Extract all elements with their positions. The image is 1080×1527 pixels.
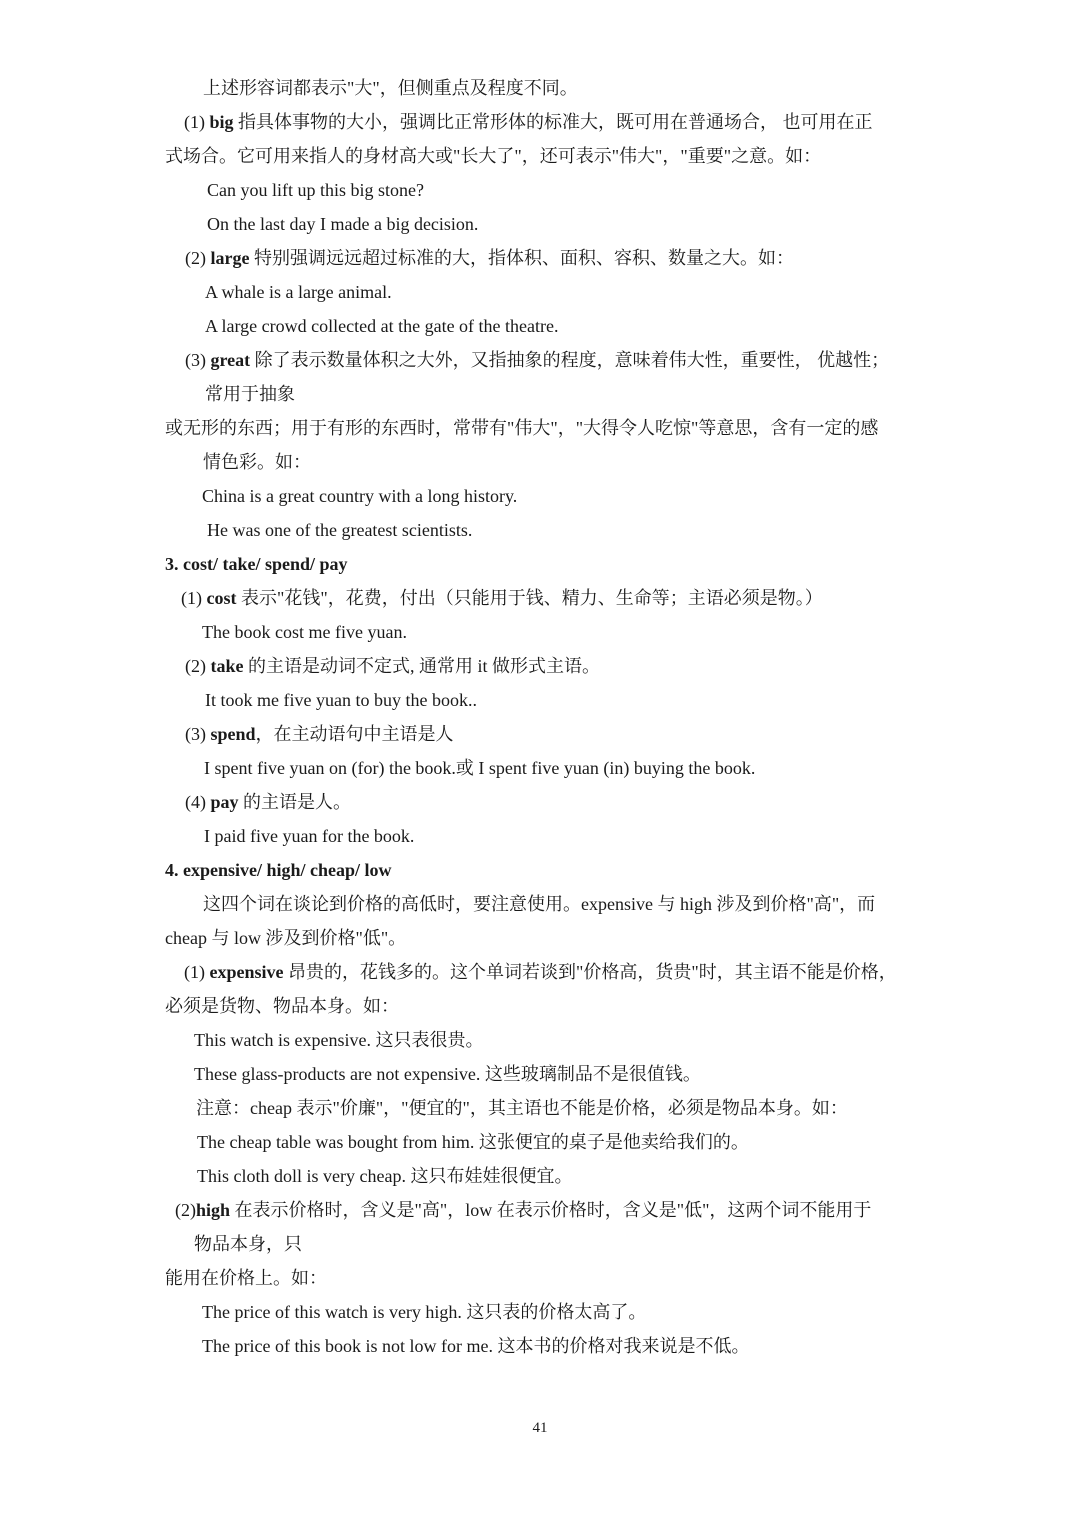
keyword-great: great: [210, 350, 251, 370]
example-sentence: A whale is a large animal.: [205, 282, 392, 302]
item-pay: (4) pay 的主语是人。: [185, 792, 352, 812]
example-sentence: Can you lift up this big stone?: [207, 180, 424, 200]
text-line: 这四个词在谈论到价格的高低时，要注意使用。expensive 与 high 涉及到价格"高"，而: [203, 894, 876, 914]
text-line: cheap 与 low 涉及到价格"低"。: [165, 928, 407, 948]
text-line: 情色彩。如：: [203, 452, 311, 472]
item-take: (2) take 的主语是动词不定式, 通常用 it 做形式主语。: [185, 656, 601, 676]
item-large: (2) large 特别强调远远超过标准的大，指体积、面积、容积、数量之大。如：: [185, 248, 794, 268]
section-heading-3: 3. cost/ take/ spend/ pay: [165, 554, 348, 574]
item-cost: (1) cost 表示"花钱"，花费，付出（只能用于钱、精力、生命等；主语必须是物。）: [181, 588, 823, 608]
text-line: 上述形容词都表示"大"，但侧重点及程度不同。: [203, 78, 578, 98]
note-line: 注意：cheap 表示"价廉"，"便宜的"，其主语也不能是价格，必须是物品本身。如：: [196, 1098, 848, 1118]
example-sentence: This watch is expensive. 这只表很贵。: [194, 1030, 484, 1050]
keyword-cost: cost: [206, 588, 237, 608]
section-heading-4: 4. expensive/ high/ cheap/ low: [165, 860, 392, 880]
keyword-expensive: expensive: [209, 962, 284, 982]
example-sentence: I paid five yuan for the book.: [204, 826, 415, 846]
example-sentence: I spent five yuan on (for) the book.或 I spent five yuan (in) buying the book.: [204, 758, 756, 778]
example-sentence: This cloth doll is very cheap. 这只布娃娃很便宜。: [197, 1166, 573, 1186]
text-line: 能用在价格上。如：: [165, 1268, 327, 1288]
item-high: (2)high 在表示价格时，含义是"高"，low 在表示价格时，含义是"低"，这两个词不能用于: [175, 1200, 872, 1220]
keyword-large: large: [210, 248, 250, 268]
keyword-big: big: [209, 112, 234, 132]
example-sentence: These glass-products are not expensive. 这些玻璃制品不是很值钱。: [194, 1064, 701, 1084]
item-spend: (3) spend，在主动语句中主语是人: [185, 724, 454, 744]
keyword-spend: spend: [210, 724, 256, 744]
example-sentence: The price of this watch is very high. 这只表的价格太高了。: [202, 1302, 647, 1322]
page-number: 41: [532, 1420, 548, 1436]
text-line: 常用于抽象: [205, 384, 295, 404]
example-sentence: It took me five yuan to buy the book..: [205, 690, 477, 710]
example-sentence: A large crowd collected at the gate of the theatre.: [205, 316, 559, 336]
item-big: (1) big 指具体事物的大小，强调比正常形体的标准大，既可用在普通场合， 也可用在正: [184, 112, 873, 132]
example-sentence: China is a great country with a long history.: [202, 486, 518, 506]
example-sentence: On the last day I made a big decision.: [207, 214, 479, 234]
keyword-pay: pay: [210, 792, 239, 812]
text-line: 或无形的东西；用于有形的东西时，常带有"伟大"，"大得令人吃惊"等意思，含有一定的感: [165, 418, 879, 438]
text-line: 物品本身，只: [194, 1234, 302, 1254]
keyword-take: take: [210, 656, 244, 676]
example-sentence: The cheap table was bought from him. 这张便宜的桌子是他卖给我们的。: [197, 1132, 749, 1152]
text-line: 式场合。它可用来指人的身材高大或"长大了"，还可表示"伟大"，"重要"之意。如：: [165, 146, 822, 166]
example-sentence: The book cost me five yuan.: [202, 622, 407, 642]
example-sentence: The price of this book is not low for me. 这本书的价格对我来说是不低。: [202, 1336, 750, 1356]
item-expensive: (1) expensive 昂贵的，花钱多的。这个单词若谈到"价格高，货贵"时，其主语不能是价格，: [184, 962, 897, 982]
text-line: 必须是货物、物品本身。如：: [165, 996, 399, 1016]
item-great: (3) great 除了表示数量体积之大外，又指抽象的程度，意味着伟大性，重要性， 优越性；: [185, 350, 890, 370]
keyword-high: high: [196, 1200, 231, 1220]
example-sentence: He was one of the greatest scientists.: [207, 520, 473, 540]
